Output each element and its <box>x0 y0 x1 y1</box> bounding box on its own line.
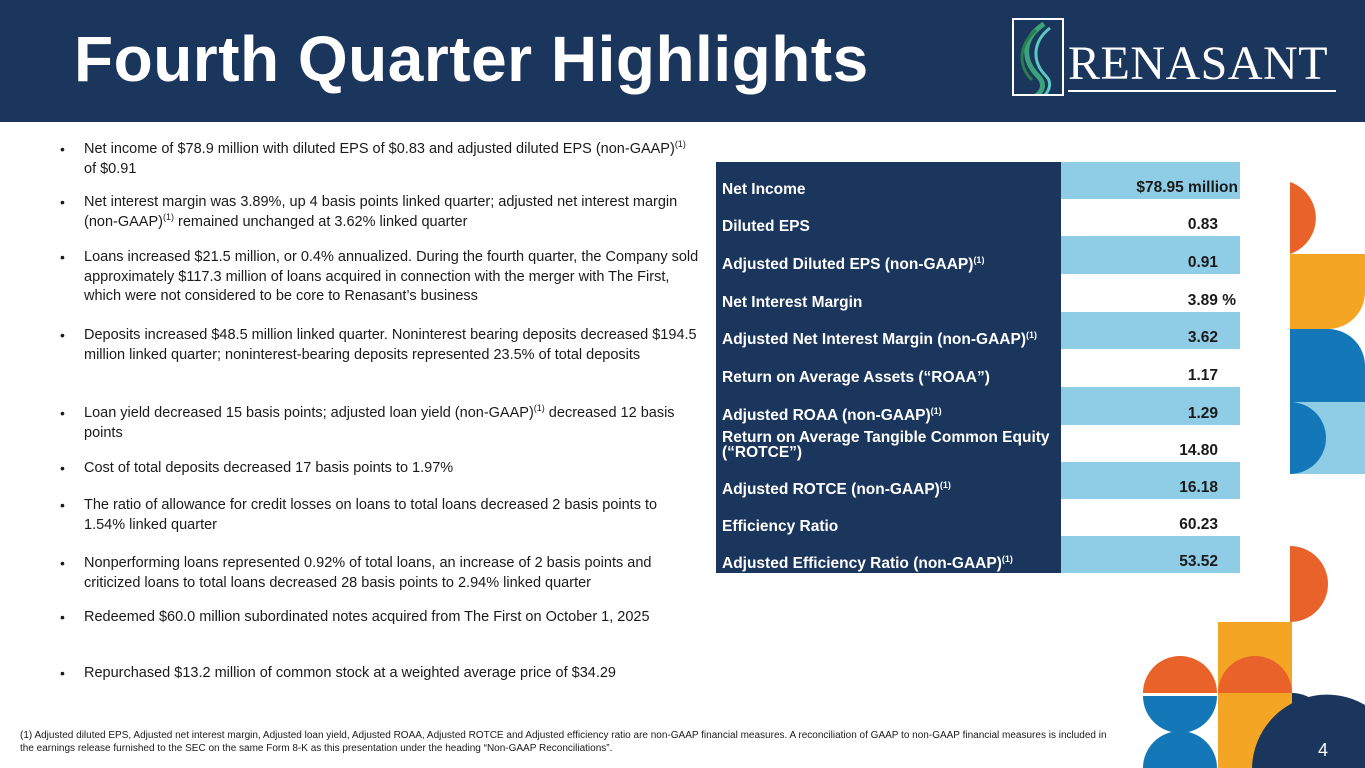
kpi-label: Adjusted Diluted EPS (non-GAAP)$^{(1)}$ <box>716 236 1061 274</box>
list-item: • Redeemed $60.0 million subordinated notes acquired from The First on October 1, 2025 <box>60 608 700 628</box>
kpi-label: Adjusted ROAA (non-GAAP)$^{(1)}$ <box>716 387 1061 425</box>
kpi-label: Efficiency Ratio <box>716 499 1061 536</box>
table-row <box>716 274 1240 312</box>
kpi-label: Return on Average Tangible Common Equity (“ROTCE”) <box>716 425 1061 462</box>
list-item: • The ratio of allowance for credit losses on loans to total loans decreased 2 basis points to 1.54% linked quarter <box>60 496 700 535</box>
list-item: • Deposits increased $48.5 million linked quarter. Noninterest bearing deposits decreased $194.5 million linked quarter; noninterest-bearing deposits represented 23.5% of total deposits <box>60 326 700 365</box>
list-item: • Net interest margin was 3.89%, up 4 basis points linked quarter; adjusted net interest margin (non-GAAP)$^{(1)}$ remained unchanged at 3.62% linked quarter <box>60 193 700 232</box>
table-row <box>716 536 1240 573</box>
table-row <box>716 387 1240 425</box>
kpi-label: Adjusted ROTCE (non-GAAP)$^{(1)}$ <box>716 462 1061 499</box>
logo-emblem-icon <box>1012 18 1064 96</box>
kpi-value: 14.80 <box>1061 425 1240 462</box>
kpi-label: Adjusted Efficiency Ratio (non-GAAP)$^{(1)}$ <box>716 536 1061 573</box>
kpi-value: 3.89 % <box>1061 274 1240 312</box>
table-row <box>716 162 1240 199</box>
renasant-logo <box>1012 18 1347 98</box>
kpi-value: 3.62 <box>1061 312 1240 349</box>
list-item: • Nonperforming loans represented 0.92% of total loans, an increase of 2 basis points and criticized loans to total loans decreased 28 basis points to 2.94% linked quarter <box>60 554 700 593</box>
kpi-value: 1.29 <box>1061 387 1240 425</box>
page-number: 4 <box>1318 740 1329 760</box>
table-row <box>716 199 1240 236</box>
kpi-value: 53.52 <box>1061 536 1240 573</box>
table-row <box>716 236 1240 274</box>
table-row <box>716 462 1240 499</box>
table-row <box>716 312 1240 349</box>
table-row <box>716 499 1240 536</box>
kpi-value: 60.23 <box>1061 499 1240 536</box>
table-row <box>716 425 1240 462</box>
table-row <box>716 349 1240 387</box>
list-item: • Loan yield decreased 15 basis points; adjusted loan yield (non-GAAP)$^{(1)}$ decreased 12 basis points <box>60 404 700 443</box>
kpi-label: Diluted EPS <box>716 199 1061 236</box>
kpi-value: 0.83 <box>1061 199 1240 236</box>
list-item: • Net income of $78.9 million with diluted EPS of $0.83 and adjusted diluted EPS (non-GAAP)$^{(1)}$ of $0.91 <box>60 140 700 179</box>
list-item: • Loans increased $21.5 million, or 0.4% annualized. During the fourth quarter, the Company sold approximately $117.3 million of loans acquired in connection with the merger with The First, which were not considered to be core to Renasant’s business <box>60 248 700 307</box>
kpi-value: $78.95 million <box>1061 162 1240 199</box>
list-item: • Repurchased $13.2 million of common stock at a weighted average price of $34.29 <box>60 664 700 684</box>
logo-underline <box>1068 90 1336 92</box>
kpi-label: Net Income <box>716 162 1061 199</box>
footnote: (1) Adjusted diluted EPS, Adjusted net interest margin, Adjusted loan yield, Adjusted ROAA, Adjusted ROTCE and Adjusted efficiency ratio are non-GAAP financial measures. A reconciliation of GAAP to non-GAAP financial measures is included in the earnings release furnished to the SEC on the same Form 8-K as this presentation under the heading “Non-GAAP Reconciliations”. <box>20 730 1107 754</box>
page-title: Fourth Quarter Highlights <box>74 23 869 95</box>
kpi-value: 1.17 <box>1061 349 1240 387</box>
header-band <box>0 0 1365 122</box>
kpi-value: 16.18 <box>1061 462 1240 499</box>
kpi-label: Adjusted Net Interest Margin (non-GAAP)$^{(1)}$ <box>716 312 1061 349</box>
logo-wordmark: RENASANT <box>1068 37 1329 90</box>
kpi-label: Net Interest Margin <box>716 274 1061 312</box>
list-item: • Cost of total deposits decreased 17 basis points to 1.97% <box>60 459 700 479</box>
kpi-value: 0.91 <box>1061 236 1240 274</box>
kpi-label: Return on Average Assets (“ROAA”) <box>716 349 1061 387</box>
